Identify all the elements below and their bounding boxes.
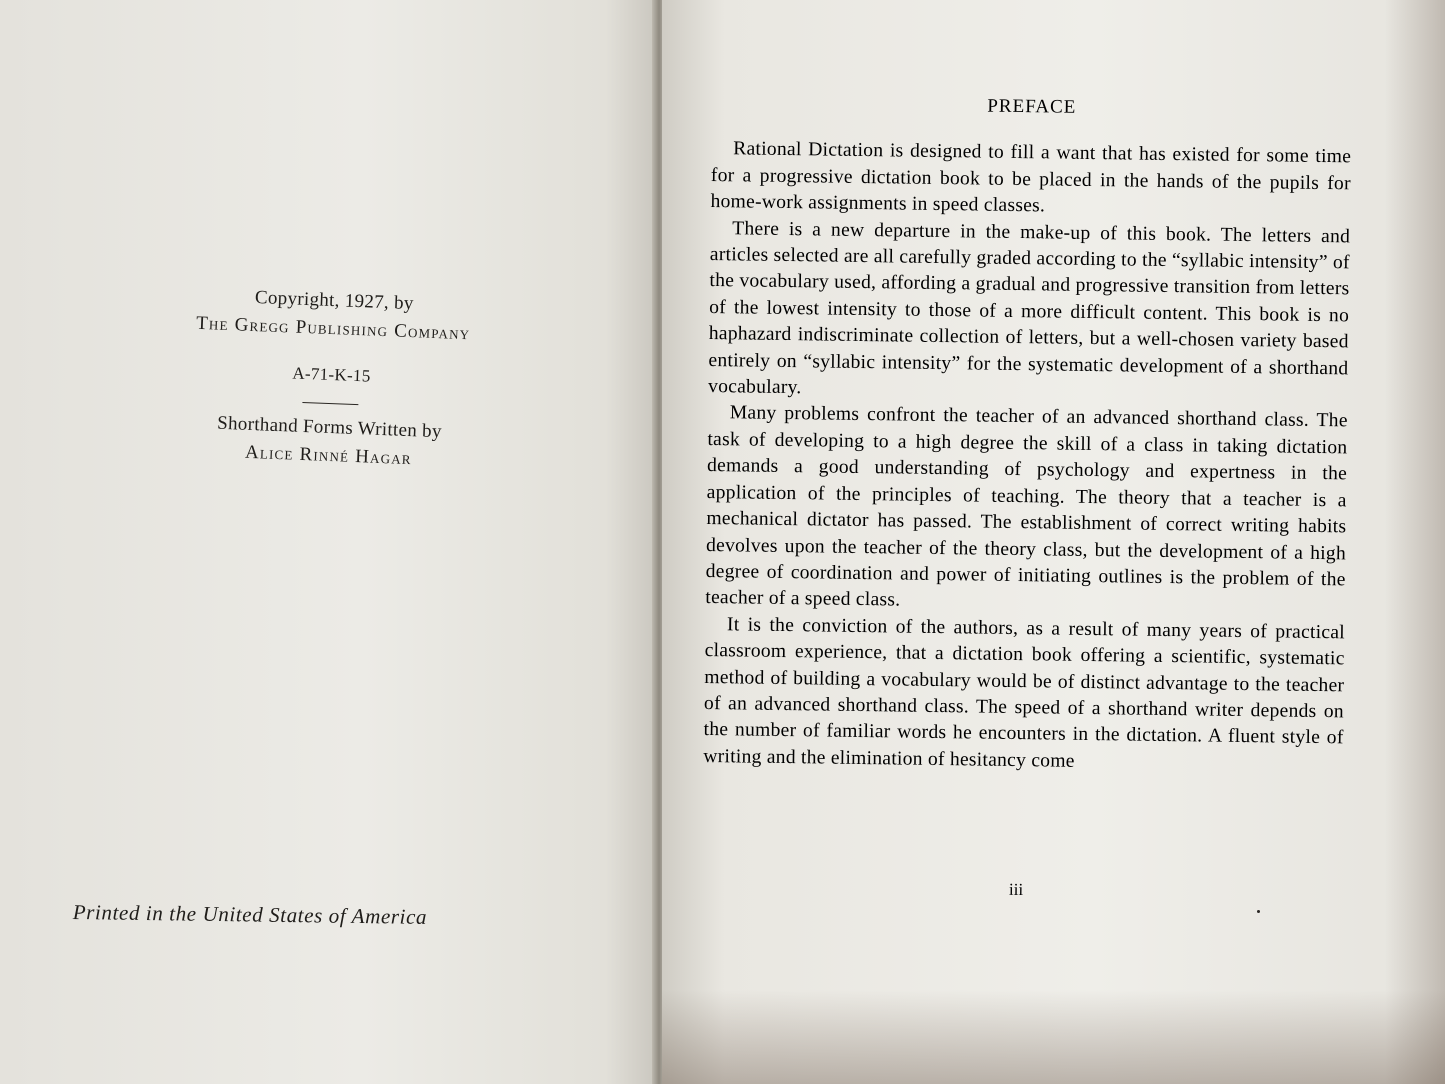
preface-paragraph-4: It is the conviction of the authors, as a result of many years of practical classroom experience, that a dictation book offering a scientific, systematic method of building a vocabulary would be of distinct advantage to the teacher of an advanced shorthand class. The speed of a shorthand writer depends on the number of familiar words he encounters in the dictation. A fluent style of writing and the elimination of hesitancy come — [703, 613, 1346, 772]
preface-title: PREFACE — [987, 95, 1077, 118]
preface-paragraph-2: There is a new departure in the make-up of this book. The letters and articles selected are all carefully graded according to the “syllabic intensity” of the vocabulary used, affording a gradual and progressive transition from letters of the lowest intensity to those of a more difficult content. This book is no haphazard indiscriminate collection of letters, but a well-chosen variety based entirely on “syllabic intensity” for the systematic development of a shorthand vocabulary. — [707, 217, 1351, 399]
copyright-line: Copyright, 1927, by — [254, 287, 415, 315]
divider-rule — [302, 402, 358, 405]
publisher-name: The Gregg Publishing Company — [195, 312, 471, 345]
preface-paragraph-3: Many problems confront the teacher of an advanced shorthand class. The task of developing to a high degree the skill of a class in taking dictation demands a good understanding of psychology and expertness in the application of the principles of teaching. The theory that a teacher is a mechanical dictator has passed. The establishment of correct writing habits devolves upon the teacher of the theory class, but the development of a high degree of coordination and power of initiating outlines is the problem of the teacher of a speed class. — [705, 402, 1348, 611]
preface-paragraph-1: Rational Dictation is designed to fill a want that has existed for some time for a progressive dictation book to be placed in the hands of the pupils for home-work assignments in speed classes. — [710, 138, 1352, 217]
left-page — [0, 0, 658, 1084]
edition-code: A-71-K-15 — [292, 363, 371, 386]
page-number: iii — [1008, 879, 1024, 900]
page-bottom-shadow — [662, 990, 1445, 1084]
ink-speck — [1257, 910, 1260, 913]
forms-written-by: Shorthand Forms Written by — [216, 412, 443, 443]
preface-text — [703, 90, 1352, 778]
copyright-block — [143, 280, 520, 477]
author-name: Alice Rinné Hagar — [244, 441, 413, 470]
page-edge-shadow — [1385, 0, 1445, 1084]
printed-in-line: Printed in the United States of America — [72, 900, 428, 929]
